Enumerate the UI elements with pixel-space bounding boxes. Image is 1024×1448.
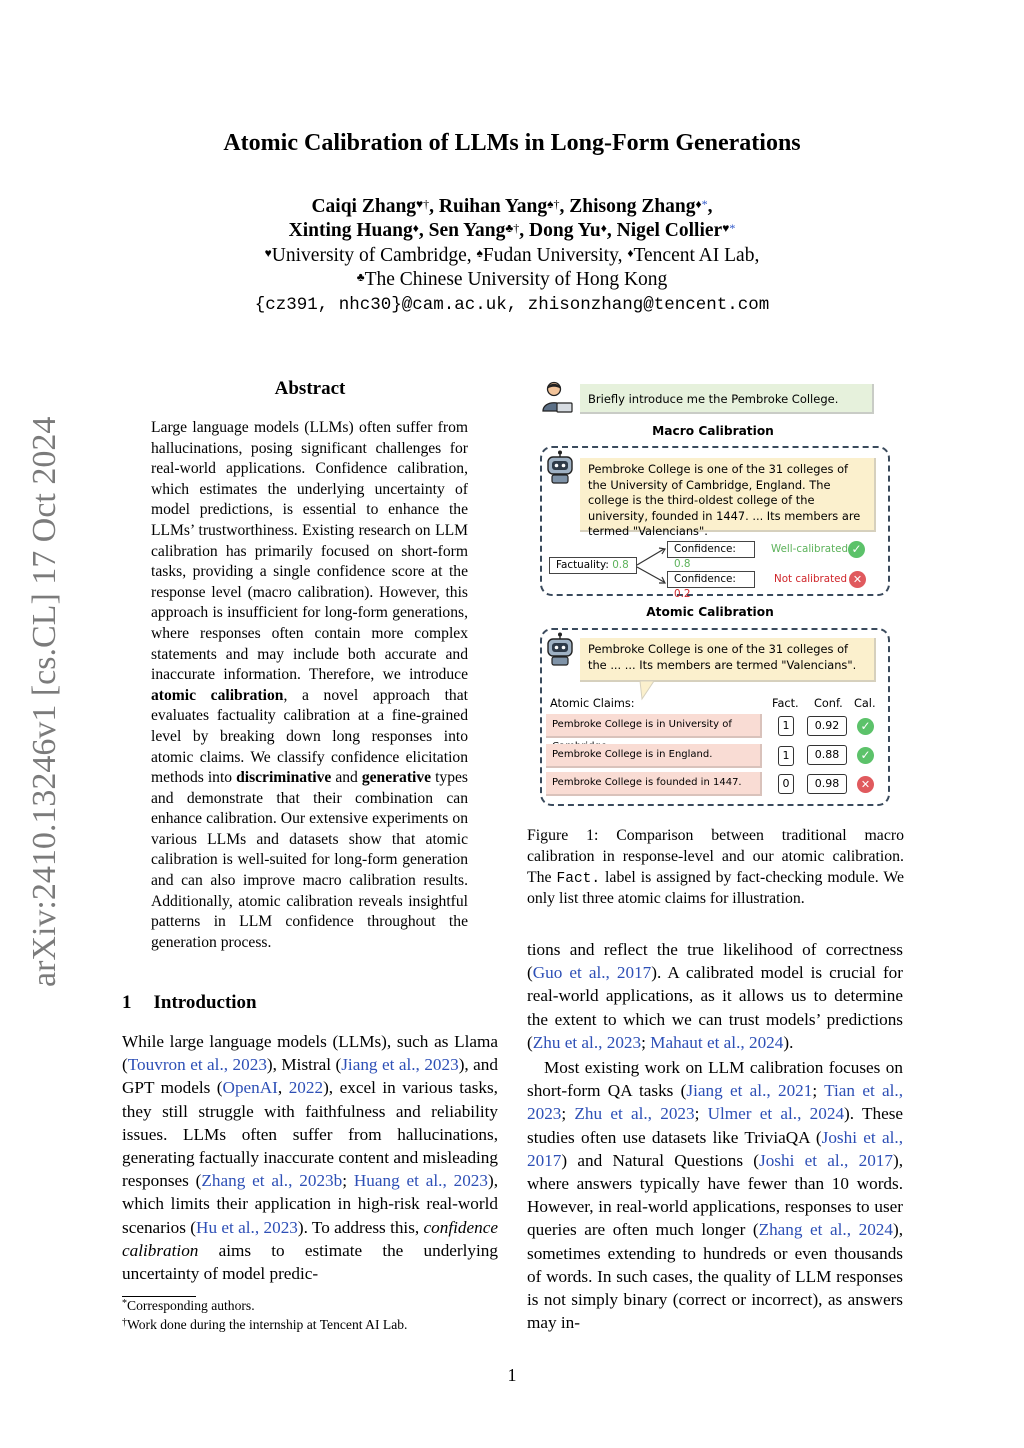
confidence-low: Confidence: 0.2 [667, 571, 755, 588]
factuality-score: Factuality: 0.8 [549, 557, 637, 574]
check-icon: ✓ [848, 541, 865, 558]
abstract-text: Large language models (LLMs) often suffer from hallucinations, posing significant challenges for real-world applications. Confidence calibration, which estimates the underlying uncertainty of model predictions, is essential to enhance the LLMs’ trustworthiness. Existing research on LLM calibration has primarily focused on short-form tasks, providing a single confidence score at the response level (macro calibration). However, this approach is insufficient for long-form generations, where responses often contain more complex statements and may include both accurate and inaccurate information. Therefore, we introduce atomic calibration, a novel approach that evaluates factuality calibration at a fine-grained level by breaking down long responses into atomic claims. We classify confidence elicitation methods into discriminative and generative types and demonstrate that their combination can enhance calibration. Our extensive experiments on various LLMs and datasets show that atomic calibration is well-suited for long-form generation and can also improve macro calibration results. Additionally, atomic calibration reveals insightful patterns in LLM confidence throughout the generation process. [151, 419, 468, 951]
section-heading: 1 Introduction [122, 992, 257, 1013]
author-name: Ruihan Yang [438, 196, 548, 217]
macro-response: Pembroke College is one of the 31 colleges of the University of Cambridge, England. The college is the third-oldest college of the university, founded in 1447. ... Its members are termed "Valencians". [580, 458, 876, 532]
citation-link[interactable]: Huang et al., 2023 [353, 1171, 488, 1191]
cross-icon: ✕ [849, 571, 866, 588]
user-question: Briefly introduce me the Pembroke College. [580, 384, 874, 414]
citation-link[interactable]: Jiang et al., 2021 [686, 1081, 813, 1101]
paper-title: Atomic Calibration of LLMs in Long-Form Generations [223, 130, 801, 156]
affiliation: Tencent AI Lab, [633, 245, 760, 266]
branch-arrows [636, 545, 668, 589]
confidence-value: 0.88 [807, 745, 847, 765]
author-name: Zhisong Zhang [569, 196, 696, 217]
author-mark: ♦ [412, 221, 419, 235]
fact-label: 1 [778, 746, 794, 766]
author-emails: {cz391, nhc30}@cam.ac.uk, zhisonzhang@tencent.com [254, 295, 770, 315]
citation-link[interactable]: 2022 [288, 1078, 324, 1098]
fact-column-header: Fact. [772, 697, 799, 710]
emphasis: confidence calibration [122, 1217, 498, 1260]
author-mark: ♥† [416, 197, 430, 211]
author-name: Caiqi Zhang [311, 196, 417, 217]
abstract-heading: Abstract [274, 378, 346, 399]
not-calibrated-label: Not calibrated [774, 573, 847, 585]
macro-calibration-heading: Macro Calibration [652, 424, 774, 438]
affiliation-mark: ♥ [264, 246, 272, 260]
fact-label: 1 [778, 716, 794, 736]
affiliation-line-1 [0, 244, 1024, 268]
footnote: †Work done during the internship at Tencent AI Lab. [122, 1317, 408, 1332]
check-icon: ✓ [857, 747, 874, 764]
atomic-response: Pembroke College is one of the 31 colleges of the ... ... Its members are termed "Valencians". [580, 638, 876, 682]
atomic-claim: Pembroke College is founded in 1447. [546, 772, 762, 796]
affiliation: University of Cambridge, [271, 245, 477, 266]
citation-link[interactable]: Jiang et al., 2023 [341, 1055, 459, 1075]
user-icon [540, 380, 574, 414]
affiliation-mark: ♣ [356, 270, 365, 284]
cross-icon: ✕ [857, 776, 874, 793]
conf-column-header: Conf. [814, 697, 843, 710]
body-paragraph: tions and reflect the true likelihood of correctness (Guo et al., 2017). A calibrated model is crucial for real-world applications, as it allows us to determine the extent to which we can trust models’ predictions (Zhu et al., 2023; Mahaut et al., 2024). Most existing work on LLM calibration focuses on short-form QA tasks (Jiang et al., 2021; Tian et al., 2023; Zhu et al., 2023; Ulmer et al., 2024). These studies often use datasets like TriviaQA (Joshi et al., 2017) and Natural Questions (Joshi et al., 2017), where answers typically have fewer than 10 words. However, in real-world applications, responses to user queries are often much longer (Zhang et al., 2024), sometimes extending to hundreds or even thousands of words. In such cases, the quality of LLM responses is not simply binary (correct or incorrect), as answers may in- [527, 938, 903, 1334]
author-name: Dong Yu [529, 220, 601, 241]
abstract-bold-term: generative [361, 769, 432, 787]
citation-link[interactable]: Zhu et al., 2023 [532, 1032, 642, 1052]
affiliation: Fudan University, [482, 245, 628, 266]
citation-link[interactable]: Tian et al., 2023 [527, 1081, 904, 1124]
atomic-claims-label: Atomic Claims: [550, 697, 635, 710]
atomic-claim: Pembroke College is in England. [546, 744, 762, 768]
affiliation-line-2 [0, 268, 1024, 292]
author-line-1: Caiqi Zhang♥†, Ruihan Yang♠†, Zhisong Zhang♦*, [311, 196, 713, 217]
confidence-value: 0.92 [807, 716, 847, 736]
confidence-high: Confidence: 0.8 [667, 541, 755, 558]
affiliation: The Chinese University of Hong Kong [364, 269, 668, 290]
citation-link[interactable]: OpenAI [222, 1078, 278, 1098]
cal-column-header: Cal. [854, 697, 876, 710]
atomic-claim: Pembroke College is in University of [546, 714, 762, 738]
author-mark: ♠† [547, 197, 560, 211]
intro-paragraph: While large language models (LLMs), such as Llama (Touvron et al., 2023), Mistral (Jiang et al., 2023), and GPT models (OpenAI, 2022), excel in various tasks, they still struggle with faithfulness and reliability issues. LLMs often suffer from hallucinations, generating factually inaccurate content and misleading responses (Zhang et al., 2023b; Huang et al., 2023), which limits their application in high-risk real-world scenarios (Hu et al., 2023). To address this, confidence calibration aims to estimate the underlying uncertainty of model predic- [122, 1032, 499, 1284]
citation-link[interactable]: Ulmer et al., 2024 [707, 1104, 845, 1124]
confidence-value: 0.98 [807, 774, 847, 794]
footnote: *Corresponding authors. [122, 1298, 255, 1313]
citation-link[interactable]: Zhu et al., 2023 [574, 1104, 695, 1124]
author-mark: ♥ [722, 221, 730, 235]
figure-caption: Figure 1: Comparison between traditional macro calibration in response-level and our atomic calibration. The Fact. label is assigned by fact-checking module. We only list three atomic claims for illustration. [527, 827, 904, 908]
citation-link[interactable]: Joshi et al., 2017 [759, 1150, 893, 1170]
body-paragraph: Most existing work on LLM calibration focuses on short-form QA tasks (Jiang et al., 2021; Tian et al., 2023; Zhu et al., 2023; Ulmer et al., 2024). These studies often use datasets like TriviaQA (Joshi et al., 2017) and Natural Questions (Joshi et al., 2017), where answers typically have fewer than 10 words. However, in real-world applications, responses to user queries are often much longer (Zhang et al., 2024), sometimes extending to hundreds or even thousands of words. In such cases, the quality of LLM responses is not simply binary (correct or incorrect), as answers may in- [527, 1058, 904, 1333]
author-name: Sen Yang [428, 220, 506, 241]
author-name: Nigel Collier [616, 220, 723, 241]
fact-label: 0 [778, 774, 794, 794]
author-mark: ♣† [505, 221, 520, 235]
affiliation-mark: ♦ [627, 246, 634, 260]
abstract-bold-term: discriminative [236, 769, 332, 787]
author-mark: ♦ [600, 221, 607, 235]
abstract-bold-term: atomic calibration [151, 686, 284, 704]
check-icon: ✓ [857, 718, 874, 735]
author-line-2: Xinting Huang♦, Sen Yang♣†, Dong Yu♦, Nigel Collier♥* [288, 220, 736, 241]
citation-link[interactable]: Hu et al., 2023 [196, 1217, 298, 1237]
author-name: Xinting Huang [288, 220, 413, 241]
citation-link[interactable]: Zhang et al., 2023b [201, 1171, 343, 1191]
citation-link[interactable]: Joshi et al., 2017 [527, 1127, 903, 1170]
citation-link[interactable]: Mahaut et al., 2024 [650, 1032, 784, 1052]
citation-link[interactable]: Guo et al., 2017 [532, 963, 652, 983]
author-mark: ♦ [695, 197, 702, 211]
arxiv-stamp: arXiv:2410.13246v1 [cs.CL] 17 Oct 2024 [26, 416, 63, 987]
author-mark-star: * [729, 221, 736, 235]
atomic-calibration-heading: Atomic Calibration [646, 605, 774, 619]
speech-tail [636, 681, 658, 703]
author-mark-star: * [701, 197, 708, 211]
citation-link[interactable]: Touvron et al., 2023 [127, 1055, 267, 1075]
robot-icon [544, 632, 576, 666]
inline-code: Fact. [556, 870, 601, 887]
robot-icon [544, 450, 576, 484]
affiliation-mark: ♠ [476, 246, 483, 260]
citation-link[interactable]: Zhang et al., 2024 [758, 1220, 893, 1240]
page-number: 1 [507, 1365, 517, 1385]
well-calibrated-label: Well-calibrated [771, 543, 849, 555]
